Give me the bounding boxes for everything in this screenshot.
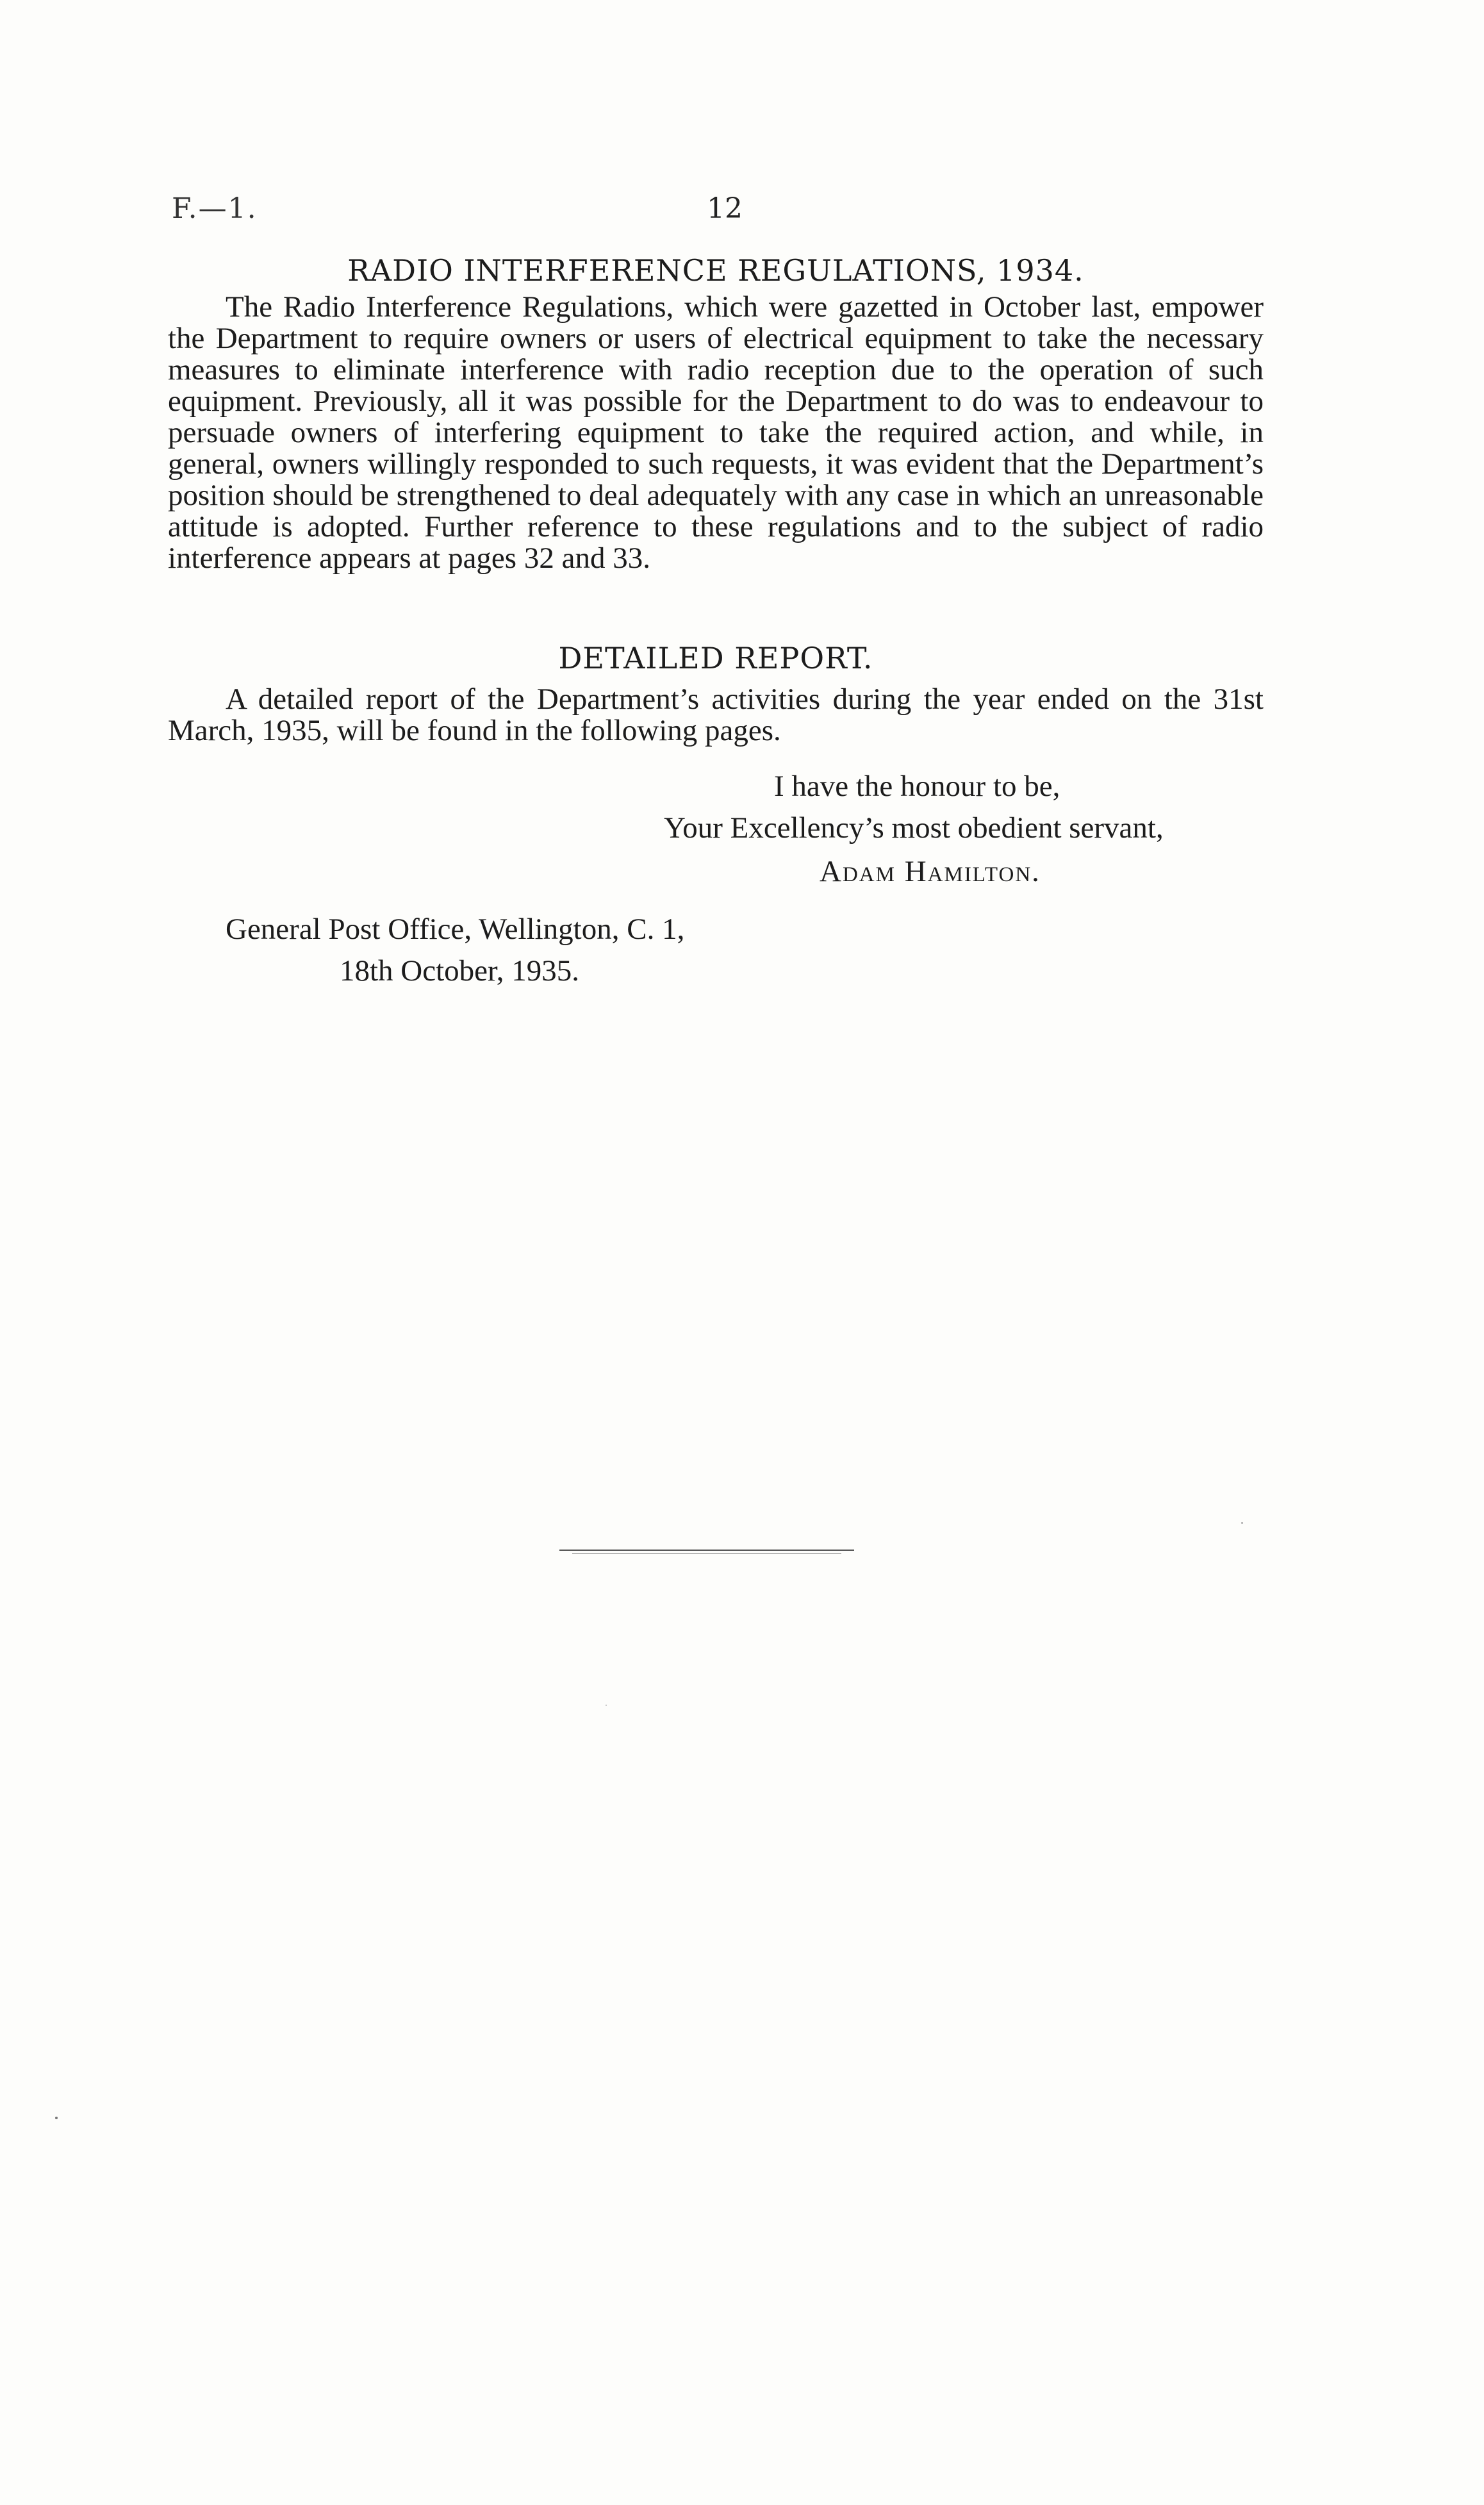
address-line: General Post Office, Wellington, C. 1, [226, 913, 685, 946]
document-reference: F.—1. [172, 192, 258, 225]
paper-speck [55, 2117, 58, 2119]
section-heading-radio-interference: RADIO INTERFERENCE REGULATIONS, 1934. [347, 253, 1084, 288]
closing-line-servant: Your Excellency’s most obedient servant, [664, 811, 1164, 845]
section-paragraph-radio-interference: The Radio Interference Regulations, which were gazetted in October last, empower the Department to require owners or users of electrical equipment to take the necessary measures to eliminate interference with radio reception due to the operation of such equipment. Previously, all it was possible for the Department to do was to endeavour to persuade owners of interfering equipment to take the required action, and while, in general, owners willingly responded to such requests, it was evident that the Department’s position should be strengthened to deal adequately with any case in which an unreasonable attitude is adopted. Further reference to these regulations and to the subject of radio interference appears at pages 32 and 33. [168, 290, 1264, 575]
section-paragraph-detailed-report: A detailed report of the Department’s activities during the year ended on the 31st March, 1935, will be found in the following pages. [168, 682, 1264, 747]
end-rule-underline [572, 1553, 841, 1554]
paper-speck [1241, 1522, 1243, 1524]
end-rule [559, 1550, 854, 1551]
page-number: 12 [707, 192, 743, 225]
section-heading-detailed-report: DETAILED REPORT. [558, 641, 873, 675]
closing-line: I have the honour to be, [774, 770, 1060, 803]
paper-speck [606, 1705, 607, 1706]
date-line: 18th October, 1935. [340, 954, 580, 988]
signatory-name: Adam Hamilton. [820, 855, 1041, 888]
